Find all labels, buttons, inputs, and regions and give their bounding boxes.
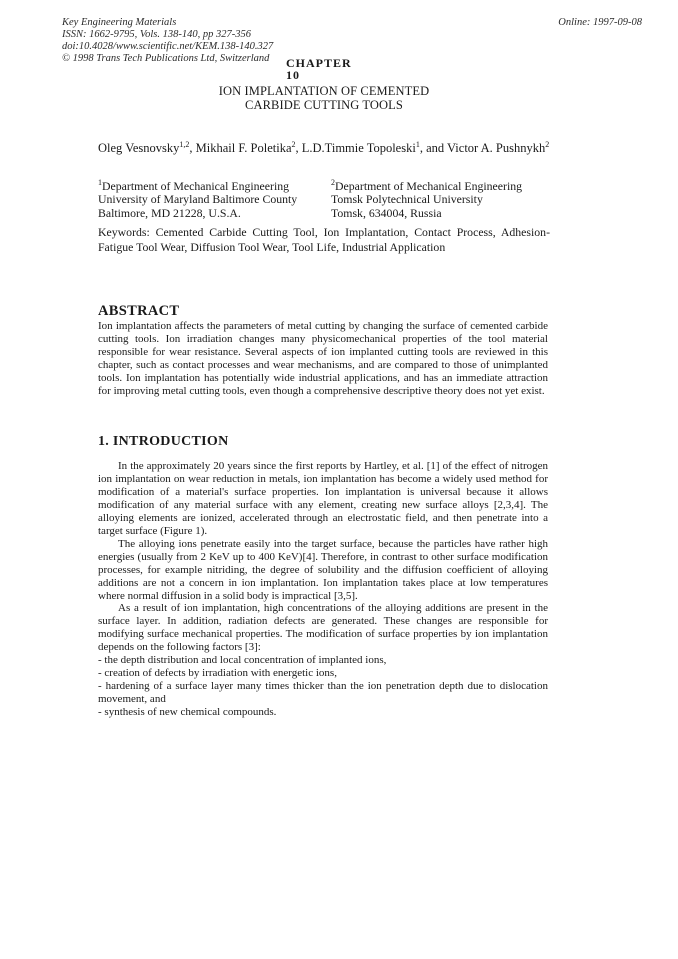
- author-list: [98, 137, 568, 156]
- affiliation-mark: 2: [331, 178, 335, 187]
- title-line: ION IMPLANTATION OF CEMENTED: [218, 84, 430, 98]
- affiliation-umbc: [98, 176, 297, 220]
- list-item: - creation of defects by irradiation with energetic ions,: [98, 667, 337, 680]
- paragraph: In the approximately 20 years since the first reports by Hartley, et al. [1] of the effect of nitrogen ion implantation on wear reduction in metals, ion implantation has become a widely used method for modification of a material's surface properties. Ion implantation is universal because it allows modification of any material surface with any element, creating new surface alloys [2,3,4]. The alloying elements are ionized, accelerated through an electrostatic field, and then penetrate into a target surface (Figure 1).: [98, 460, 548, 537]
- introduction-body: [98, 460, 548, 719]
- list-item: - the depth distribution and local concentration of implanted ions,: [98, 654, 387, 667]
- affiliation-department: Department of Mechanical Engineering: [102, 178, 290, 193]
- author-affiliation-mark: 2: [545, 140, 550, 149]
- abstract-text: Ion implantation affects the parameters of metal cutting by changing the surface of cemented carbide cutting tools. Ion irradiation changes many physicomechanical properties of the tool material responsible for wear resistance. Several aspects of ion implanted cutting tools are reviewed in this chapter, such as contact processes and wear mechanisms, and are compared to those of unimplanted tools. Ion implantation has potentially wide industrial applications, and has an immediate attraction for improving metal cutting tools, even though a comprehensive descriptive theory does not yet exist.: [98, 320, 548, 397]
- affiliation-department: Department of Mechanical Engineering: [335, 178, 523, 193]
- paragraph: As a result of ion implantation, high concentrations of the alloying additions are present in the surface layer. In addition, radiation defects are generated. These changes are responsible for modifying surface mechanical properties. The modification of surface properties by ion implantation depends on the following factors [3]:: [98, 602, 548, 654]
- author-name: Oleg Vesnovsky: [98, 141, 180, 156]
- journal-citation-header: [62, 17, 273, 65]
- author-name: L.D.Timmie Topoleski: [301, 141, 416, 156]
- online-date: Online: 1997-09-08: [558, 17, 642, 28]
- affiliation-mark: 1: [98, 178, 102, 187]
- affiliation-institution: University of Maryland Baltimore County: [98, 192, 298, 207]
- author-separator: , and: [419, 141, 448, 156]
- chapter-label-text: CHAPTER 10: [286, 56, 352, 82]
- keywords: Keywords: Cemented Carbide Cutting Tool, Ion Implantation, Contact Process, Adhesion-Fatigue Tool Wear, Diffusion Tool Wear, Tool Life, Industrial Application: [98, 225, 550, 254]
- affiliation-address: Baltimore, MD 21228, U.S.A.: [98, 205, 241, 220]
- journal-issn: ISSN: 1662-9795, Vols. 138-140, pp 327-356: [62, 29, 251, 40]
- paper-title: [98, 84, 550, 112]
- affiliation-address: Tomsk, 634004, Russia: [331, 205, 442, 220]
- author-affiliation-mark: 1,2: [179, 140, 190, 149]
- author-separator: ,: [189, 141, 196, 156]
- paragraph: The alloying ions penetrate easily into the target surface, because the particles have rather high energies (usually from 2 KeV up to 400 KeV)[4]. Therefore, in contrast to other surface modification processes, for example nitriding, the degree of solubility and the diffusion coefficient of alloying additions are not a concern in ion implantation. Ion implantation takes place at low temperatures where normal diffusion in a solid body is impractical [3,5].: [98, 537, 548, 602]
- chapter-label: [286, 56, 356, 82]
- affiliation-tomsk: [331, 176, 522, 220]
- journal-copyright: © 1998 Trans Tech Publications Ltd, Switzerland: [62, 53, 270, 64]
- journal-doi: doi:10.4028/www.scientific.net/KEM.138-140.327: [62, 41, 274, 52]
- list-item: - synthesis of new chemical compounds.: [98, 706, 277, 719]
- title-line: CARBIDE CUTTING TOOLS: [245, 98, 403, 112]
- abstract-heading: ABSTRACT: [98, 303, 180, 319]
- author-affiliation-mark: 1: [415, 140, 420, 149]
- affiliation-institution: Tomsk Polytechnical University: [331, 192, 483, 207]
- author-name: Mikhail F. Poletika: [195, 141, 292, 156]
- introduction-heading: 1. INTRODUCTION: [98, 434, 229, 449]
- author-name: Victor A. Pushnykh: [447, 141, 546, 156]
- journal-name: Key Engineering Materials: [62, 17, 177, 28]
- author-affiliation-mark: 2: [291, 140, 296, 149]
- list-item: - hardening of a surface layer many times thicker than the ion penetration depth due to dislocation movement, and: [98, 680, 548, 706]
- author-separator: ,: [295, 141, 302, 156]
